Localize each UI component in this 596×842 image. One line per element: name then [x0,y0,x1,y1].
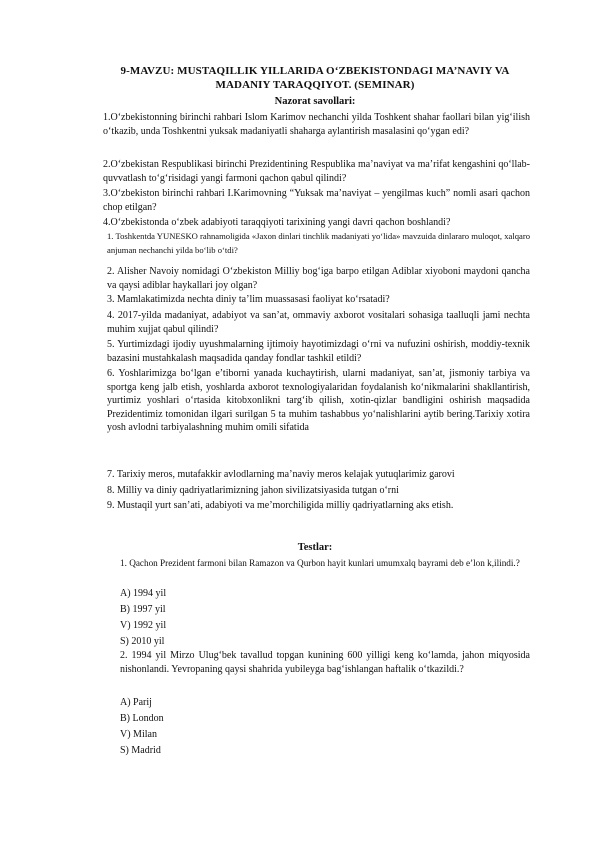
test-option: S) 2010 yil [120,636,165,647]
question-item: 8. Milliy va diniy qadriyatlarimizning jahon sivilizatsiyasida tutgan o‘rni [107,485,399,496]
question-item: 2. Alisher Navoiy nomidagi O‘zbekiston Milliy bog‘iga barpo etilgan Adiblar xiyoboni maydoni qancha va qaysi adiblar haykallari joy olgan? [107,266,530,291]
question-item: 1.O‘zbekistonning birinchi rahbari Islom Karimov nechanchi yilda Toshkent shahar faollari bilan yig‘ilish o‘tkazib, unda Toshkentni yuksak madaniyatli shaharga aylantirish masalasini qo‘ygan edi? [103,112,530,137]
question-item: 5. Yurtimizdagi ijodiy uyushmalarning ijtimoiy hayotimizdagi o‘rni va nufuzini oshirish, moddiy-texnik bazasini mustahkalash maqsadida qanday fondlar tashkil etildi? [107,339,530,364]
question-item: 3.O‘zbekiston birinchi rahbari I.Karimovning “Yuksak ma’naviyat – yengilmas kuch” nomli asari qachon chop etilgan? [103,188,530,213]
test-option: A) 1994 yil [120,588,167,599]
page-title: 9-MAVZU: MUSTAQILLIK YILLARIDA O‘ZBEKISTONDAGI MA’NAVIY VA MADANIY TARAQQIYOT. (SEMINAR) [120,65,510,91]
question-item: 6. Yoshlarimizga bo‘lgan e’tiborni yanada kuchaytirish, ularni madaniyat, san’at, jismoniy tarbiya va sportga keng jalb etish, yoshlarda axborot texnologiyalaridan foydalanish ko‘nikmalarini shakllantirish, yurtimiz yoshlari o‘rtasida kitobxonlikni targ‘ib qilish, xotin-qizlar bandligini oshirish maqsadida Prezidentimiz tomonidan ilgari surilgan 5 ta muhim tashabbus yo‘nalishlarini aytib bering.Tarixiy xotira yosh avlodni tarbiyalashning muhim omili sifatida [107,368,530,434]
question-item: 9. Mustaqil yurt san’ati, adabiyoti va me’morchiligida milliy qadriyatlarning aks etish. [107,500,454,511]
section-heading: Nazorat savollari: [274,96,356,107]
test-question: 1. Qachon Prezident farmoni bilan Ramazon va Qurbon hayit kunlari umumxalq bayrami deb e’lon k,ilindi.? [120,558,520,568]
test-option: B) 1997 yil [120,604,166,615]
question-item: 1. Toshkentda YUNESKO rahnamoligida «Jaxon dinlari tinchlik madaniyati yo‘lida» mavzuida dinlararo muloqot, xalqaro anjuman nechanchi yilda bo‘lib o‘tdi? [107,231,530,255]
question-item: 3. Mamlakatimizda nechta diniy ta’lim muassasasi faoliyat ko‘rsatadi? [107,294,390,305]
question-item: 7. Tarixiy meros, mutafakkir avlodlarning ma’naviy meros kelajak yutuqlarimiz garovi [107,469,455,480]
test-option: V) Milan [120,729,157,740]
test-question: 2. 1994 yil Mirzo Ulug‘bek tavallud topgan kunining 600 yilligi keng ko‘lamda, jahon miqyosida nishonlandi. Yevropaning qaysi shahrida yubileyga bag‘ishlangan haftalik o‘tkazildi.? [120,650,530,675]
tests-heading: Testlar: [297,542,333,553]
question-item: 4.O‘zbekistonda o‘zbek adabiyoti taraqqiyoti tarixining yangi davri qachon boshlandi? [103,217,451,228]
test-option: V) 1992 yil [120,620,167,631]
test-option: S) Madrid [120,745,161,756]
test-option: A) Parij [120,697,152,708]
question-item: 2.O‘zbekistan Respublikasi birinchi Prezidentining Respublika ma’naviyat va ma’rifat kengashini qo‘llab-quvvatlash to‘g‘risidagi yangi farmoni qachon qabul qilindi? [103,159,530,184]
test-option: B) London [120,713,164,724]
question-item: 4. 2017-yilda madaniyat, adabiyot va san’at, ommaviy axborot vositalari sohasiga taalluqli jami nechta muhim xujjat qabul qilindi? [107,310,530,335]
